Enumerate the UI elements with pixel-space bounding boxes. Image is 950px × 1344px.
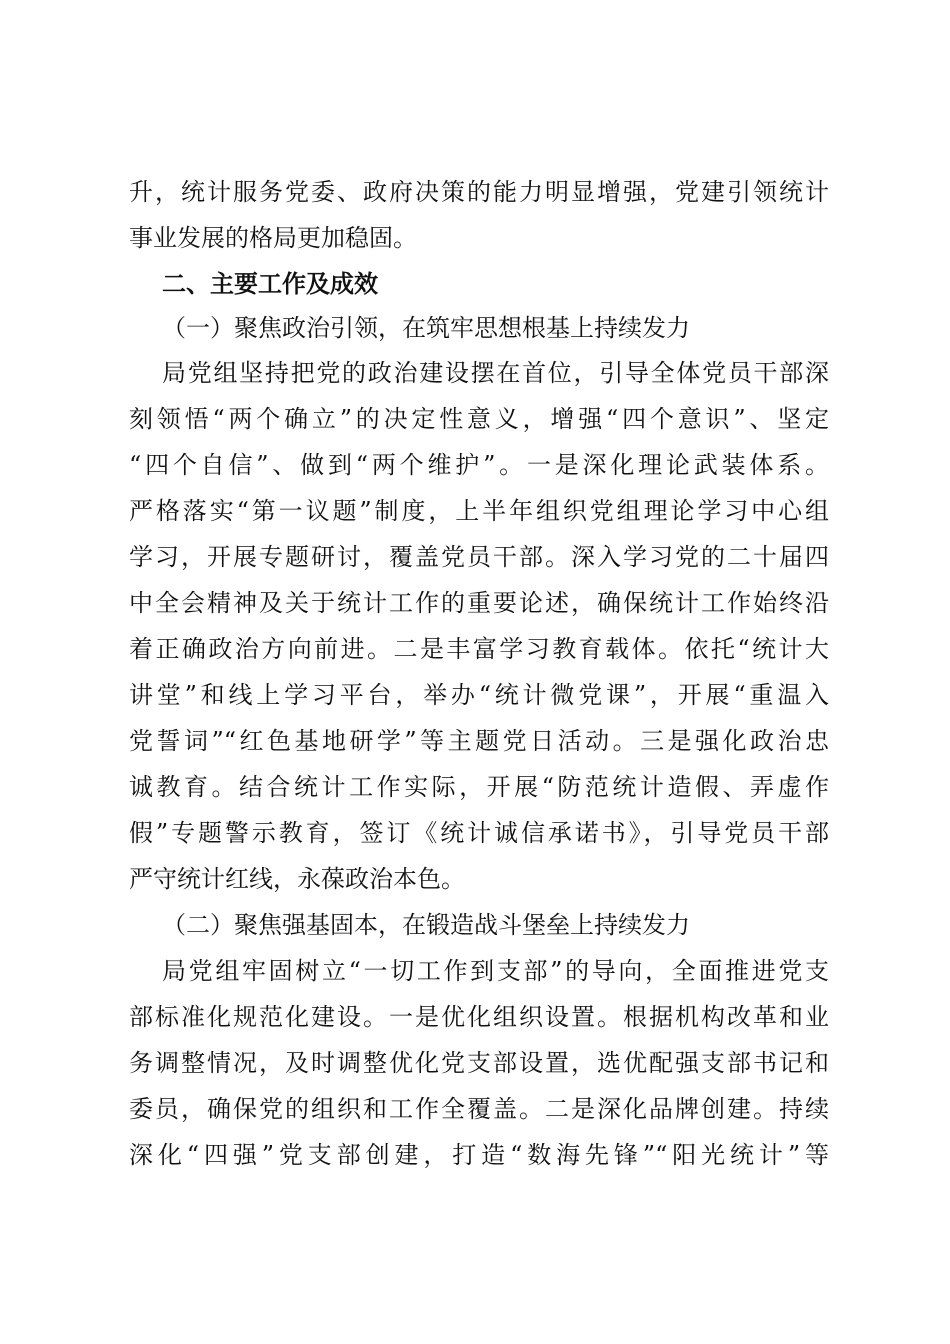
paragraph-line: 务调整情况，及时调整优化党支部设置，选优配强支部书记和 (129, 1049, 829, 1077)
paragraph-line: 学习，开展专题研讨，覆盖党员干部。深入学习党的二十届四 (129, 543, 829, 571)
paragraph-line: 局党组牢固树立“一切工作到支部”的导向，全面推进党支 (162, 957, 829, 985)
paragraph-line: 党誓词”“红色基地研学”等主题党日活动。三是强化政治忠 (129, 727, 829, 755)
paragraph-line: 假”专题警示教育，签订《统计诚信承诺书》，引导党员干部 (129, 819, 829, 847)
paragraph-line: 深化“四强”党支部创建，打造“数海先锋”“阳光统计”等 (129, 1141, 829, 1169)
subsection-heading: （二）聚焦强基固本，在锻造战斗堡垒上持续发力 (162, 911, 690, 939)
paragraph-line: 刻领悟“两个确立”的决定性意义，增强“四个意识”、坚定 (129, 405, 829, 433)
paragraph-line: 事业发展的格局更加稳固。 (129, 224, 417, 252)
subsection-heading: （一）聚焦政治引领，在筑牢思想根基上持续发力 (162, 314, 690, 342)
paragraph-line: 诚教育。结合统计工作实际，开展“防范统计造假、弄虚作 (129, 773, 829, 801)
section-heading: 二、主要工作及成效 (162, 270, 378, 298)
paragraph-line: 着正确政治方向前进。二是丰富学习教育载体。依托“统计大 (129, 635, 829, 663)
paragraph-line: 局党组坚持把党的政治建设摆在首位，引导全体党员干部深 (162, 359, 829, 387)
paragraph-line: 升，统计服务党委、政府决策的能力明显增强，党建引领统计 (129, 178, 829, 206)
paragraph-line: “四个自信”、做到“两个维护”。一是深化理论武装体系。 (129, 451, 829, 479)
paragraph-line: 部标准化规范化建设。一是优化组织设置。根据机构改革和业 (129, 1003, 829, 1031)
paragraph-line: 严格落实“第一议题”制度，上半年组织党组理论学习中心组 (129, 497, 829, 525)
paragraph-line: 讲堂”和线上学习平台，举办“统计微党课”，开展“重温入 (129, 681, 829, 709)
paragraph-line: 中全会精神及关于统计工作的重要论述，确保统计工作始终沿 (129, 589, 829, 617)
paragraph-line: 严守统计红线，永葆政治本色。 (129, 865, 465, 893)
paragraph-line: 委员，确保党的组织和工作全覆盖。二是深化品牌创建。持续 (129, 1095, 829, 1123)
